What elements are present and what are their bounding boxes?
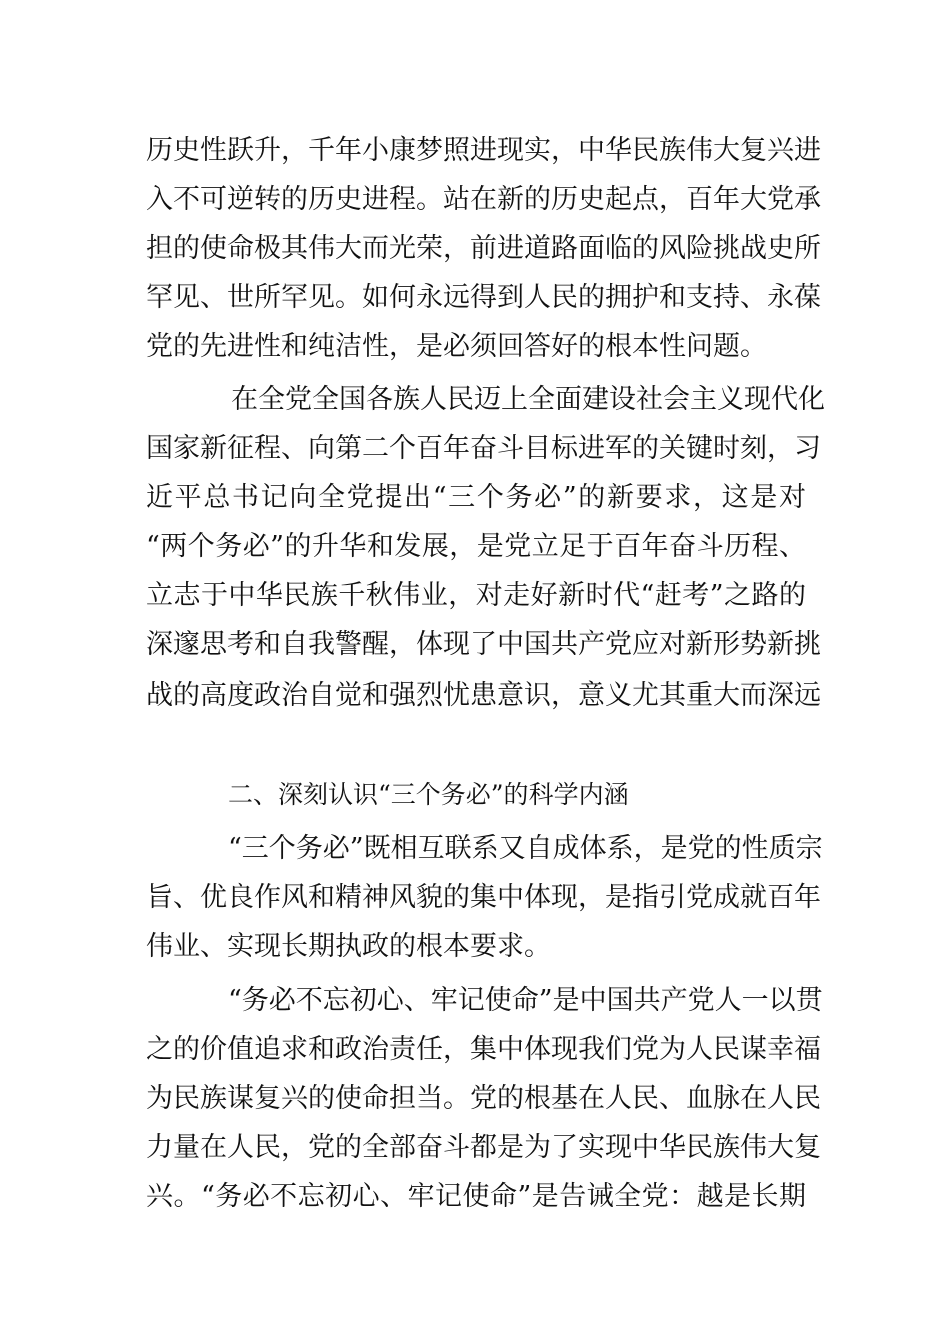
paragraph-2-line-1: 在全党全国各族人民迈上全面建设社会主义现代化 <box>231 384 825 415</box>
paragraph-2-line-2: 国家新征程、向第二个百年奋斗目标进军的关键时刻，习 <box>146 433 821 464</box>
paragraph-2-line-3: 近平总书记向全党提出“三个务必”的新要求，这是对 <box>146 482 806 513</box>
paragraph-4-line-4: 力量在人民，党的全部奋斗都是为了实现中华民族伟大复 <box>146 1132 821 1163</box>
paragraph-1-line-5: 党的先进性和纯洁性，是必须回答好的根本性问题。 <box>146 331 767 362</box>
paragraph-2-line-5: 立志于中华民族千秋伟业，对走好新时代“赶考”之路的 <box>146 580 806 611</box>
paragraph-4-line-1: “务必不忘初心、牢记使命”是中国共产党人一以贯 <box>228 985 823 1016</box>
paragraph-3-line-1: “三个务必”既相互联系又自成体系，是党的性质宗 <box>228 833 823 864</box>
paragraph-4-line-2: 之的价值追求和政治责任，集中体现我们党为人民谋幸福 <box>146 1034 821 1065</box>
paragraph-1-line-1: 历史性跃升，千年小康梦照进现实，中华民族伟大复兴进 <box>146 135 821 166</box>
paragraph-2-line-4: “两个务必”的升华和发展，是党立足于百年奋斗历程、 <box>146 531 806 562</box>
paragraph-1-line-3: 担的使命极其伟大而光荣，前进道路面临的风险挑战史所 <box>146 233 821 264</box>
paragraph-1-line-4: 罕见、世所罕见。如何永远得到人民的拥护和支持、永葆 <box>146 282 821 313</box>
paragraph-4-line-5: 兴。“务必不忘初心、牢记使命”是告诫全党：越是长期 <box>146 1181 806 1212</box>
paragraph-3-line-2: 旨、优良作风和精神风貌的集中体现，是指引党成就百年 <box>146 882 821 913</box>
paragraph-1-line-2: 入不可逆转的历史进程。站在新的历史起点，百年大党承 <box>146 184 821 215</box>
section-heading: 二、深刻认识“三个务必”的科学内涵 <box>228 780 629 809</box>
paragraph-2-line-6: 深邃思考和自我警醒，体现了中国共产党应对新形势新挑 <box>146 629 821 660</box>
paragraph-2-line-7: 战的高度政治自觉和强烈忧患意识，意义尤其重大而深远 <box>146 680 821 711</box>
paragraph-3-line-3: 伟业、实现长期执政的根本要求。 <box>146 931 551 962</box>
paragraph-4-line-3: 为民族谋复兴的使命担当。党的根基在人民、血脉在人民 <box>146 1083 821 1114</box>
